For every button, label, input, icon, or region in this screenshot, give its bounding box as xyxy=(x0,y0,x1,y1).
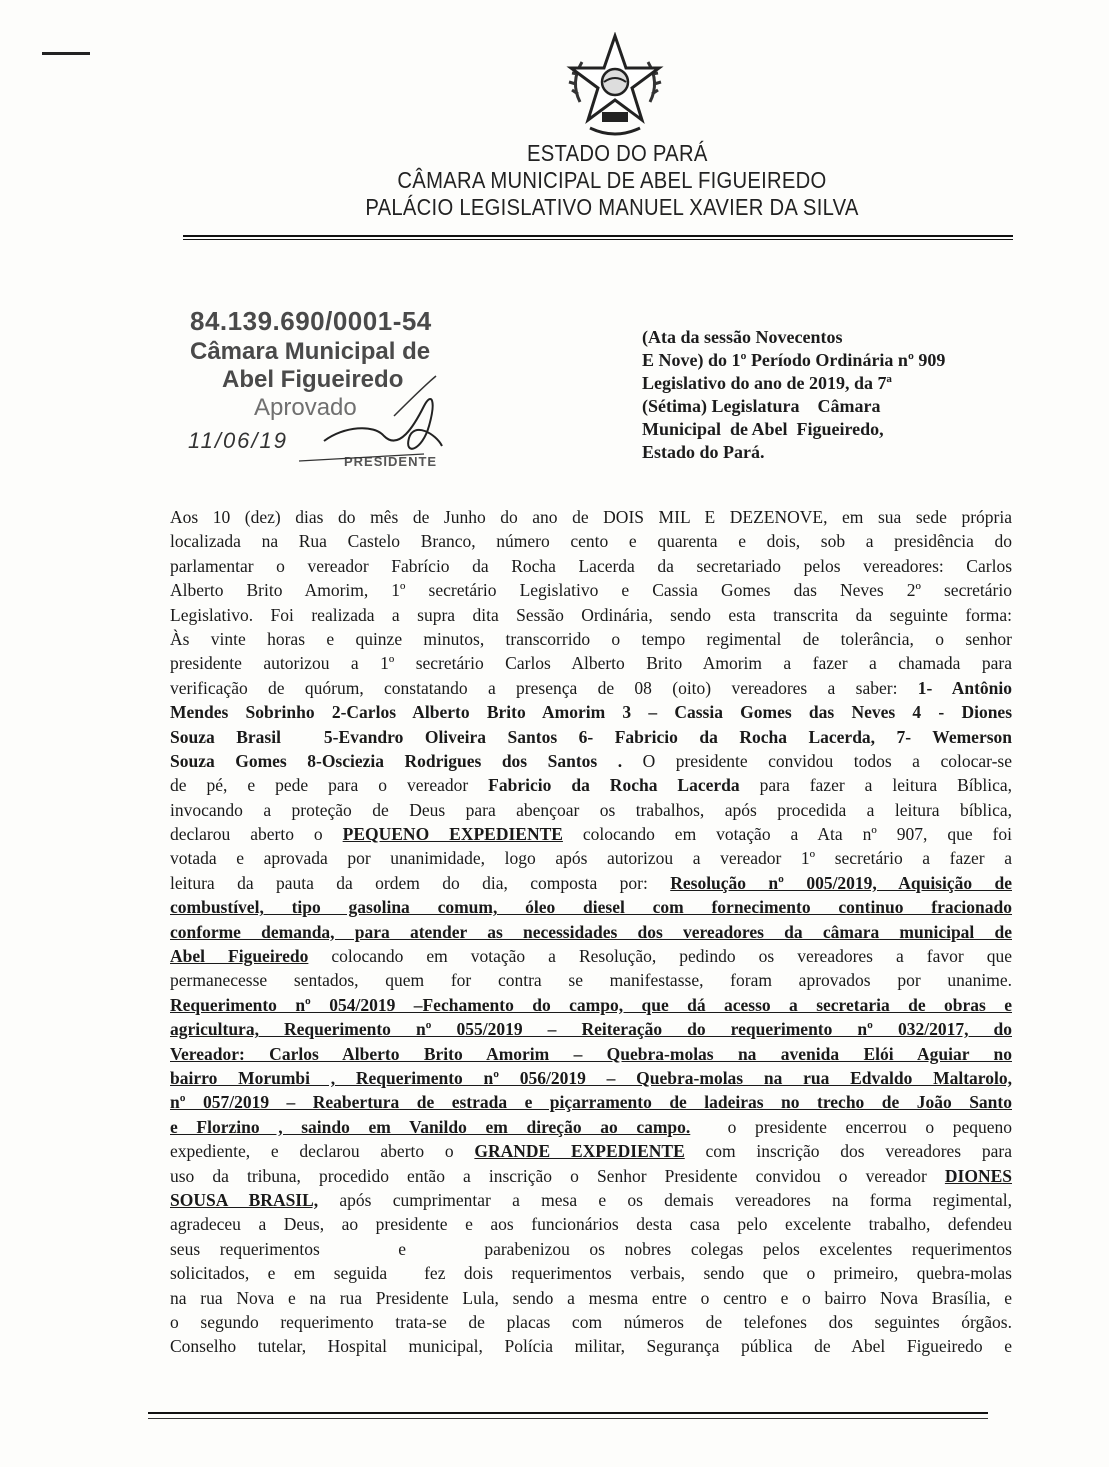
body-text-bold: Souza Gomes 8-Osciezia Rodrigues dos Santos . xyxy=(170,750,623,771)
body-text: verificação de quórum, constatando a presença de 08 (oito) vereadores a saber: xyxy=(170,677,898,698)
body-text: após cumprimentar a mesa e os demais vereadores na forma regimental, xyxy=(318,1189,1012,1210)
body-line: Às vinte horas e quinze minutos, transcorrido o tempo regimental de tolerância, o senhor xyxy=(170,628,1012,649)
margin-mark xyxy=(42,52,90,55)
body-text-bold: e Florzino , saindo em Vanildo em direção ao campo. xyxy=(170,1116,691,1137)
body-line xyxy=(170,1139,1012,1163)
body-line: o segundo requerimento trata-se de placas com números de telefones dos seguintes órgãos. xyxy=(170,1311,1012,1332)
body-line xyxy=(170,676,1012,700)
stamp-role: PRESIDENTE xyxy=(344,454,438,469)
stamp-cnpj: 84.139.690/0001-54 xyxy=(190,306,432,336)
body-text-bold: DIONES xyxy=(944,1165,1012,1186)
body-line: Alberto Brito Amorim, 1º secretário Legislativo e Cassia Gomes das Neves 2º secretário xyxy=(170,580,1012,601)
stamp-date: 11/06/19 xyxy=(188,428,289,453)
body-text: O presidente convidou todos a colocar-se xyxy=(622,750,1012,771)
summary-line: Municipal de Abel Figueiredo, xyxy=(642,419,884,439)
minutes-summary xyxy=(642,326,1022,464)
body-line xyxy=(170,1164,1012,1188)
body-line: agricultura, Requerimento nº 055/2019 – Reiteração do requerimento nº 032/2017, do xyxy=(170,1019,1012,1040)
summary-line: (Sétima) Legislatura Câmara xyxy=(642,396,881,416)
body-line: seus requerimentos e parabenizou os nobres colegas pelos excelentes requerimentos xyxy=(170,1238,1012,1259)
body-line xyxy=(170,822,1012,846)
body-line: bairro Morumbi , Requerimento nº 056/2019 – Quebra-molas na rua Edvaldo Maltarolo, xyxy=(170,1067,1012,1088)
body-line: Aos 10 (dez) dias do mês de Junho do ano de DOIS MIL E DEZENOVE, em sua sede própria xyxy=(170,507,1012,527)
municipal-coat-of-arms-icon xyxy=(560,32,670,142)
body-text: leitura da pauta da ordem do dia, composta por: xyxy=(170,872,671,893)
body-line: solicitados, e em seguida fez dois requerimentos verbais, sendo que o primeiro, quebra-molas xyxy=(170,1263,1012,1284)
summary-line: E Nove) do 1º Período Ordinária nº 909 xyxy=(642,350,946,370)
body-line xyxy=(170,749,1012,773)
stamp-org-line1: Câmara Municipal de xyxy=(190,338,431,365)
body-text-bold: Resolução nº 005/2019, Aquisição de xyxy=(670,872,1012,893)
body-line xyxy=(170,1115,1012,1139)
body-line: Requerimento nº 054/2019 –Fechamento do campo, que dá acesso a secretaria de obras e xyxy=(170,994,1012,1015)
body-text: para fazer a leitura Bíblica, xyxy=(739,775,1012,796)
small-expedient-heading: PEQUENO EXPEDIENTE xyxy=(342,824,563,845)
body-text-bold: Abel Figueiredo xyxy=(170,946,309,967)
body-text: de pé, e pede para o vereador xyxy=(170,775,489,796)
header-rule-thin xyxy=(183,239,1013,240)
body-line: votada e aprovada por unanimidade, logo após autorizou a vereador 1º secretário a fazer a xyxy=(170,848,1012,869)
body-line: Souza Brasil 5-Evandro Oliveira Santos 6- Fabricio da Rocha Lacerda, 7- Wemerson xyxy=(170,726,1012,747)
body-text: declarou aberto o xyxy=(170,824,343,845)
body-line: parlamentar o vereador Fabrício da Rocha Lacerda da secretariado pelos vereadores: Carlos xyxy=(170,555,1012,576)
body-line: presidente autorizou a 1º secretário Carlos Alberto Brito Amorim a fazer a chamada para xyxy=(170,653,1012,674)
large-expedient-heading: GRANDE EXPEDIENTE xyxy=(474,1141,685,1162)
summary-line: (Ata da sessão Novecentos xyxy=(642,327,843,347)
stamp-org-line2: Abel Figueiredo xyxy=(222,366,404,393)
body-text-bold: 1- Antônio xyxy=(917,677,1012,698)
signature-scribble-icon xyxy=(174,306,504,476)
approval-stamp xyxy=(174,306,504,476)
body-line xyxy=(170,944,1012,968)
body-text: com inscrição dos vereadores para xyxy=(684,1141,1012,1162)
stamp-status: Aprovado xyxy=(254,394,357,421)
footer-rule-thin xyxy=(148,1418,988,1419)
body-line: agradeceu a Deus, ao presidente e aos funcionários desta casa pelo excelente trabalho, defendeu xyxy=(170,1214,1012,1235)
body-line: na rua Nova e na rua Presidente Lula, sendo a mesma entre o centro e o bairro Nova Brasília, e xyxy=(170,1287,1012,1308)
body-line: nº 057/2019 – Reabertura de estrada e piçarramento de ladeiras no trecho de João Santo xyxy=(170,1092,1012,1113)
body-line: Vereador: Carlos Alberto Brito Amorim – Quebra-molas na avenida Elói Aguiar no xyxy=(170,1043,1012,1064)
body-line: combustível, tipo gasolina comum, óleo diesel com fornecimento continuo fracionado xyxy=(170,897,1012,918)
summary-line: Legislativo do ano de 2019, da 7ª xyxy=(642,373,892,393)
body-line: invocando a proteção de Deus para abençoar os trabalhos, após procedida a leitura bíblica, xyxy=(170,799,1012,820)
body-line: localizada na Rua Castelo Branco, número cento e quarenta e dois, sob a presidência do xyxy=(170,531,1012,552)
body-line xyxy=(170,773,1012,797)
palace-name: PALÁCIO LEGISLATIVO MANUEL XAVIER DA SILVA xyxy=(365,194,859,220)
body-text: o presidente encerrou o pequeno xyxy=(690,1116,1012,1137)
chamber-name: CÂMARA MUNICIPAL DE ABEL FIGUEIREDO xyxy=(397,167,827,193)
body-text: expediente, e declarou aberto o xyxy=(170,1141,475,1162)
body-line: permanecesse sentados, quem for contra se manifestasse, foram aprovados por unanime. xyxy=(170,970,1012,991)
document-header xyxy=(292,140,932,221)
body-text: colocando em votação a Resolução, pedindo os vereadores a favor que xyxy=(308,946,1012,967)
body-text: colocando em votação a Ata nº 907, que foi xyxy=(562,824,1012,845)
summary-line: Estado do Pará. xyxy=(642,442,765,462)
body-line: Conselho tutelar, Hospital municipal, Polícia militar, Segurança pública de Abel Figueiredo e xyxy=(170,1336,1012,1357)
body-line: Legislativo. Foi realizada a supra dita Sessão Ordinária, sendo esta transcrita da seguinte forma: xyxy=(170,604,1012,625)
body-line xyxy=(170,1188,1012,1212)
body-line xyxy=(170,871,1012,895)
body-text-bold: SOUSA BRASIL, xyxy=(170,1189,319,1210)
body-text: uso da tribuna, procedido então a inscrição o Senhor Presidente convidou o vereador xyxy=(170,1165,927,1186)
header-rule xyxy=(183,235,1013,237)
body-line: conforme demanda, para atender as necessidades dos vereadores da câmara municipal de xyxy=(170,921,1012,942)
state-name: ESTADO DO PARÁ xyxy=(526,140,708,166)
body-text-bold: Fabricio da Rocha Lacerda xyxy=(488,775,740,796)
body-line: Mendes Sobrinho 2-Carlos Alberto Brito Amorim 3 – Cassia Gomes das Neves 4 - Diones xyxy=(170,702,1012,723)
minutes-body xyxy=(170,505,1012,1359)
footer-rule xyxy=(148,1412,988,1414)
